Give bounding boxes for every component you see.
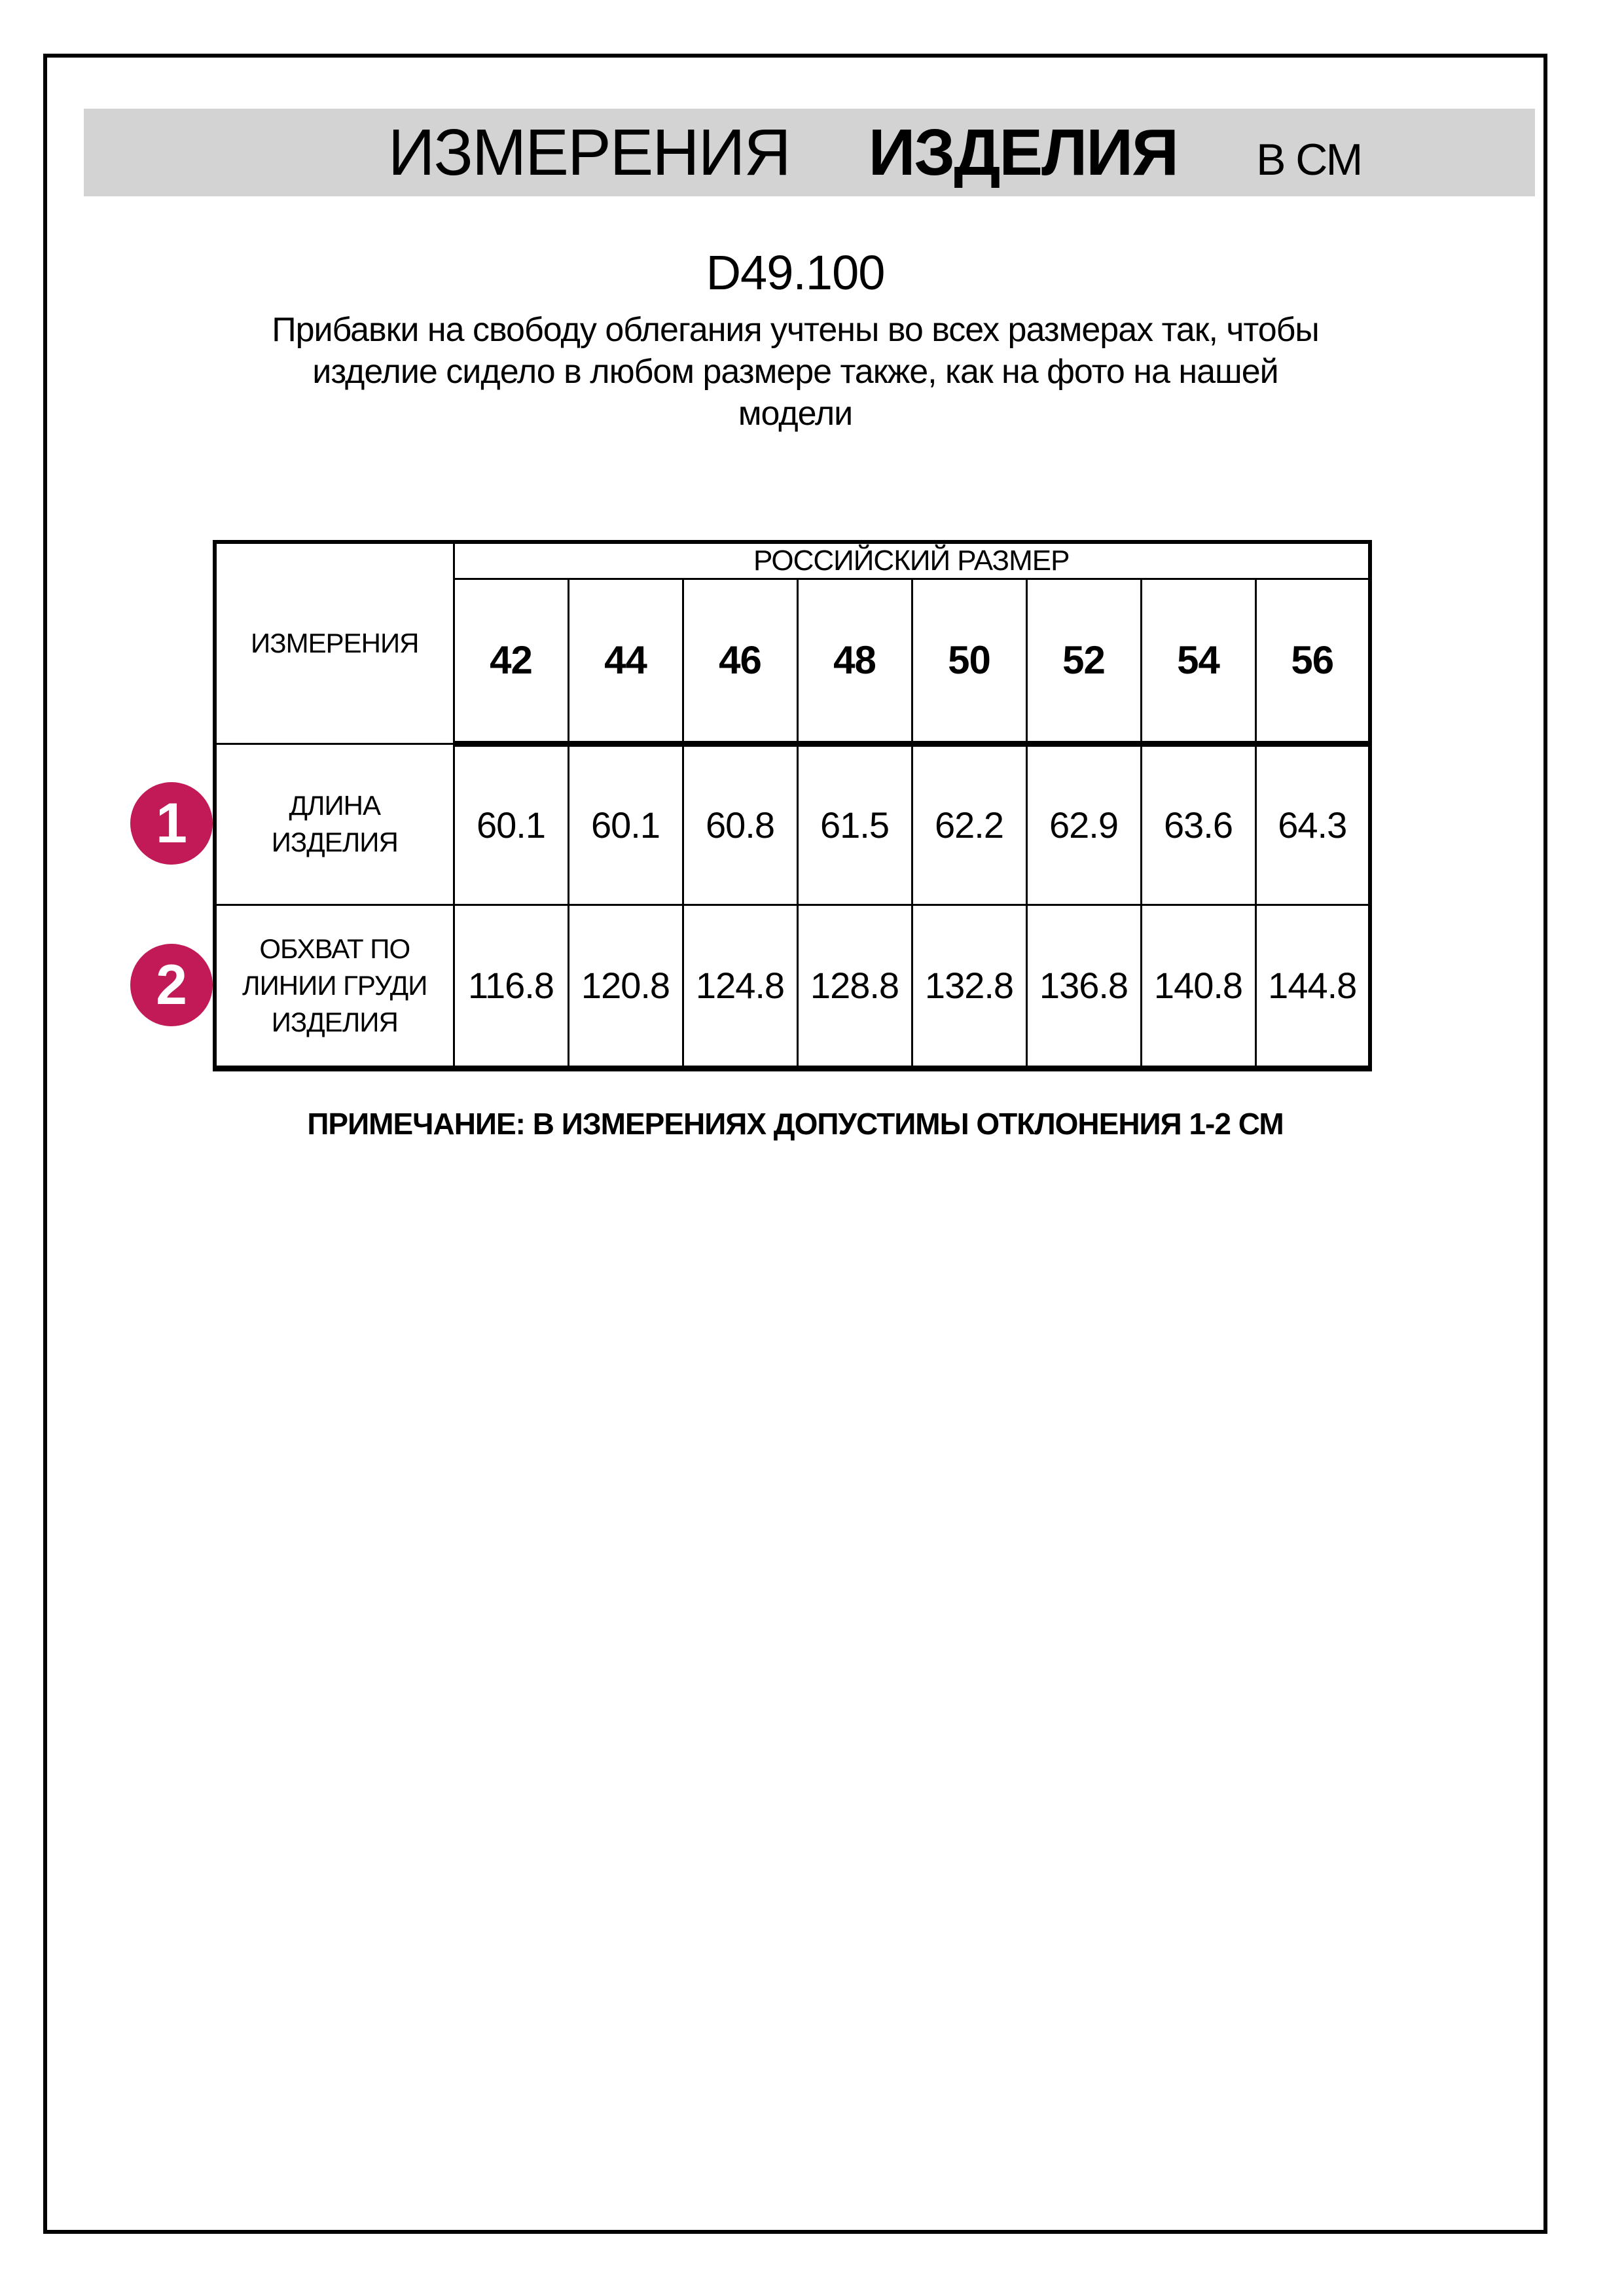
value-cell: 61.5: [797, 744, 912, 905]
row-marker-2-number: 2: [156, 953, 187, 1016]
value-cell: 120.8: [568, 905, 683, 1068]
size-table-container: [213, 540, 1372, 1071]
size-cell: 52: [1026, 579, 1141, 744]
size-table: [213, 540, 1372, 1071]
value-cell: 60.1: [454, 744, 568, 905]
fit-description: [47, 309, 1543, 435]
title-bar: [84, 109, 1535, 196]
size-cell: 42: [454, 579, 568, 744]
row-label-line: ДЛИНА: [289, 790, 381, 821]
value-cell: 144.8: [1255, 905, 1370, 1068]
russian-size-header-cell: РОССИЙСКИЙ РАЗМЕР: [454, 542, 1370, 579]
row-label-chest: [215, 905, 454, 1068]
row-label-line: ЛИНИИ ГРУДИ: [242, 969, 427, 1001]
fit-description-line: Прибавки на свободу облегания учтены во всех размерах так, чтобы: [272, 311, 1319, 349]
value-cell: 116.8: [454, 905, 568, 1068]
table-row-length: [215, 744, 1370, 905]
size-cell: 50: [912, 579, 1026, 744]
value-cell: 62.2: [912, 744, 1026, 905]
size-cell: 54: [1141, 579, 1255, 744]
title-units: В СМ: [1256, 135, 1362, 185]
value-cell: 136.8: [1026, 905, 1141, 1068]
row-label-line: ОБХВАТ ПО: [259, 933, 410, 964]
value-cell: 128.8: [797, 905, 912, 1068]
row-marker-2: [130, 944, 213, 1026]
value-cell: 60.8: [683, 744, 797, 905]
value-cell: 62.9: [1026, 744, 1141, 905]
row-label-length: [215, 744, 454, 905]
table-row: [215, 542, 1370, 579]
size-cell: 56: [1255, 579, 1370, 744]
value-cell: 132.8: [912, 905, 1026, 1068]
size-cell: 44: [568, 579, 683, 744]
row-marker-1-number: 1: [156, 791, 187, 855]
value-cell: 60.1: [568, 744, 683, 905]
value-cell: 124.8: [683, 905, 797, 1068]
fit-description-line: модели: [738, 395, 853, 433]
title-measurements: ИЗМЕРЕНИЯ: [388, 116, 790, 189]
table-row-chest: [215, 905, 1370, 1068]
page-frame: [43, 54, 1547, 2234]
measurements-header-cell: ИЗМЕРЕНИЯ: [215, 542, 454, 744]
size-cell: 48: [797, 579, 912, 744]
model-number: D49.100: [706, 245, 885, 300]
fit-description-line: изделие сидело в любом размере также, как на фото на нашей: [312, 353, 1278, 391]
size-cell: 46: [683, 579, 797, 744]
value-cell: 140.8: [1141, 905, 1255, 1068]
value-cell: 64.3: [1255, 744, 1370, 905]
row-label-line: ИЗДЕЛИЯ: [271, 827, 398, 857]
row-marker-1: [130, 782, 213, 865]
value-cell: 63.6: [1141, 744, 1255, 905]
tolerance-note: ПРИМЕЧАНИЕ: В ИЗМЕРЕНИЯХ ДОПУСТИМЫ ОТКЛОНЕНИЯ 1-2 СМ: [307, 1107, 1284, 1141]
row-label-line: ИЗДЕЛИЯ: [271, 1006, 398, 1037]
title-product: ИЗДЕЛИЯ: [868, 116, 1178, 189]
